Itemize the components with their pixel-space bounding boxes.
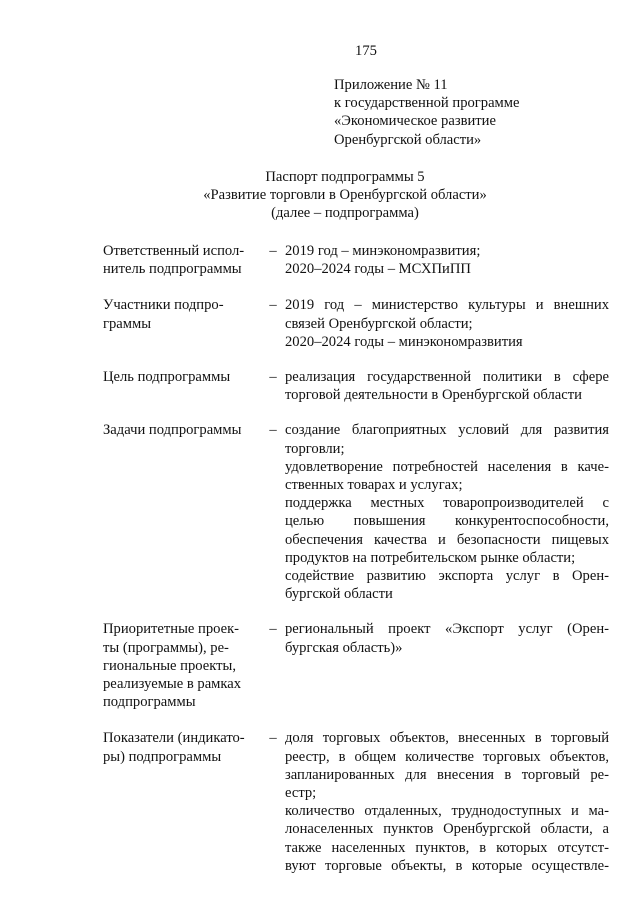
row-label-line: ты (программы), ре-	[103, 639, 229, 656]
appendix-header	[334, 76, 624, 149]
row-value	[285, 421, 609, 603]
row-value-line: естр;	[285, 785, 317, 802]
row-value-line: поддержка местных товаропроизводителей с	[285, 495, 609, 512]
row-label-line: Цель подпрограммы	[103, 369, 231, 386]
row-value-line: количество отдаленных, труднодоступных и ма-	[285, 803, 609, 820]
row-label	[103, 242, 261, 278]
row-label	[103, 368, 261, 386]
row-label-line: нитель подпрограммы	[103, 261, 242, 278]
appendix-line: «Экономическое развитие	[334, 113, 496, 130]
passport-row-priority-projects	[103, 620, 609, 711]
passport-table	[103, 242, 609, 875]
row-value-line: запланированных для внесения в торговый ре-	[285, 766, 609, 783]
row-label-line: Участники подпро-	[103, 297, 224, 314]
row-label	[103, 729, 261, 765]
row-value-line: лонаселенных пунктов Оренбургской области, а	[285, 821, 609, 838]
row-value-line: связей Оренбургской области;	[285, 315, 473, 332]
row-value	[285, 620, 609, 656]
row-label-line: подпрограммы	[103, 694, 196, 711]
row-value-line: 2020–2024 годы – МСХПиПП	[285, 261, 471, 278]
row-value-line: бургской области	[285, 586, 393, 603]
row-label-line: Приоритетные проек-	[103, 621, 240, 638]
row-label-line: Задачи подпрограммы	[103, 422, 242, 439]
passport-title-line: «Развитие торговли в Оренбургской области»	[203, 187, 487, 204]
row-dash: –	[269, 730, 277, 747]
appendix-line: к государственной программе	[334, 95, 520, 112]
passport-row-indicators	[103, 729, 609, 875]
row-value-line: 2020–2024 годы – минэкономразвития	[285, 333, 523, 350]
row-dash: –	[269, 369, 277, 386]
row-value-line: доля торговых объектов, внесенных в торговый	[285, 730, 609, 747]
row-value-line: бургская область)»	[285, 639, 403, 656]
passport-title	[90, 168, 600, 223]
row-value-line: ственных товарах и услугах;	[285, 477, 463, 494]
row-dash: –	[269, 422, 277, 439]
row-label-line: граммы	[103, 315, 152, 332]
row-value-line: реализация государственной политики в сфере	[285, 369, 609, 386]
row-label-line: ры) подпрограммы	[103, 748, 222, 765]
row-value-line: торговли;	[285, 440, 345, 457]
row-value-line: реестр, в общем количестве торговых объектов,	[285, 748, 609, 765]
row-value-line: 2019 год – министерство культуры и внешних	[285, 297, 609, 314]
row-dash: –	[269, 621, 277, 638]
row-label-line: реализуемые в рамках	[103, 676, 242, 693]
passport-title-line: Паспорт подпрограммы 5	[265, 169, 425, 185]
row-dash: –	[269, 297, 277, 314]
row-label-line: гиональные проекты,	[103, 657, 236, 674]
appendix-line: Оренбургской области»	[334, 131, 482, 148]
row-value	[285, 296, 609, 351]
row-value-line: торговой деятельности в Оренбургской области	[285, 387, 582, 404]
row-value	[285, 242, 609, 278]
row-label	[103, 620, 261, 711]
row-value-line: содействие развитию экспорта услуг в Орен-	[285, 568, 609, 585]
row-label-line: Ответственный испол-	[103, 243, 245, 259]
row-value-line: целью повышения конкурентоспособности,	[285, 513, 609, 530]
row-label	[103, 421, 261, 439]
row-value	[285, 729, 609, 875]
appendix-line: Приложение № 11	[334, 77, 448, 93]
passport-row-tasks	[103, 421, 609, 603]
row-value-line: обеспечения качества и безопасности пищевых	[285, 531, 609, 548]
passport-row-responsible	[103, 242, 609, 278]
row-value-line: вуют торговые объекты, в которые осуществле-	[285, 857, 609, 874]
row-value-line: продуктов на потребительском рынке области;	[285, 549, 576, 566]
passport-title-line: (далее – подпрограмма)	[271, 205, 419, 222]
row-label	[103, 296, 261, 332]
row-label-line: Показатели (индикато-	[103, 730, 245, 747]
passport-row-goal	[103, 368, 609, 404]
page-number: 175	[355, 43, 377, 59]
passport-row-participants	[103, 296, 609, 351]
row-value-line: региональный проект «Экспорт услуг (Орен-	[285, 621, 609, 638]
row-value-line: создание благоприятных условий для развития	[285, 422, 609, 439]
row-value-line: удовлетворение потребностей населения в каче-	[285, 458, 609, 475]
row-dash: –	[269, 243, 277, 259]
row-value	[285, 368, 609, 404]
row-value-line: 2019 год – минэкономразвития;	[285, 243, 481, 259]
row-value-line: также населенных пунктов, в которых отсутст-	[285, 839, 609, 856]
